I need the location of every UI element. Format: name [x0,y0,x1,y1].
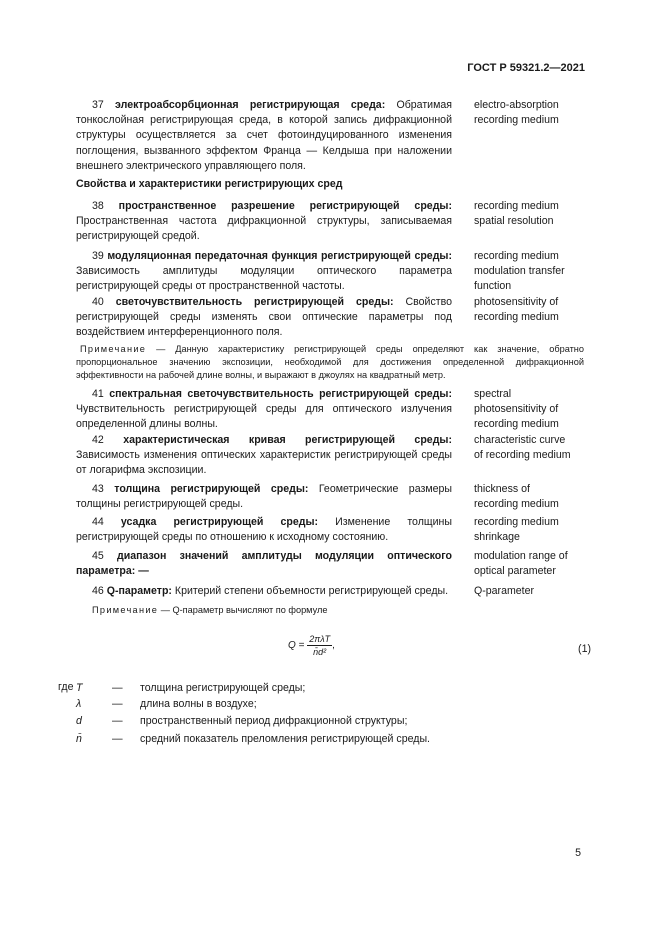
entry-number: 43 [92,483,104,495]
note-text: — Данную характеристику регистрирующей среды определяют как значение, обратно пропорциональное значению экспозиции, необходимой для достижения определенной дифракционной эффективности на рабочей длине волны, и выражают в джоулях на квадратный метр. [76,344,584,380]
formula-lhs: Q = [288,640,305,651]
english-term-line: recording medium [474,311,559,324]
english-term-line: photosensitivity of [474,403,559,416]
entry-45 [76,549,452,579]
english-term-line: recording medium [474,516,559,528]
entry-40-english [474,295,559,325]
formula-fraction [307,634,332,657]
entry-39-english [474,249,565,295]
formula-numerator: 2πλT [309,634,331,644]
english-term-line: characteristic curve [474,434,566,446]
entry-term: характеристическая кривая регистрирующей среды: [123,434,452,446]
entry-definition: Изменение толщины регистрирующей среды по отношению к исходному состоянию. [76,516,452,544]
entry-number: 37 [92,99,104,111]
english-term-line: spatial resolution [474,215,554,228]
entry-number: 38 [92,200,104,212]
entry-definition: Обратимая тонкослойная регистрирующая среда, в которой запись дифракционной структуры осуществляется за счет фотоиндуцированного изменения поглощения, вызванного эффектом Франца — Келдыша при наложении внешнего электрического управляющего поля. [76,99,453,172]
entry-37 [76,98,452,174]
entry-44 [76,515,452,545]
english-term-line: function [474,280,512,293]
entry-definition: Зависимость амплитуды модуляции оптического параметра регистрирующей среды от пространственной частоты. [76,265,452,293]
english-term-line: optical parameter [474,565,556,578]
entry-46 [76,584,466,599]
legend-symbol: d [76,715,82,727]
english-term-line: recording medium [474,114,559,127]
entry-definition: Чувствительность регистрирующей среды для оптического излучения определенной длины волны. [76,403,452,431]
formula-denominator: n̄d² [313,647,327,657]
legend-description: длина волны в воздухе; [140,698,257,710]
entry-term: Q-параметр: [106,585,172,597]
entry-definition: Пространственная частота дифракционной структуры, записываемая регистрирующей средой. [76,215,452,243]
english-term-line: thickness of [474,483,530,495]
entry-43-english [474,482,559,512]
legend-description: толщина регистрирующей среды; [140,682,306,694]
entry-term: пространственное разрешение регистрирующей среды: [118,200,452,212]
formula-trailing-comma: , [332,640,335,651]
english-term-line: recording medium [474,498,559,511]
entry-term: модуляционная передаточная функция регистрирующей среды: [107,250,452,262]
note-photosensitivity [76,343,584,382]
formula-number: (1) [578,643,591,655]
entry-number: 40 [92,296,104,308]
entry-42-english [474,433,571,463]
legend-description: средний показатель преломления регистрирующей среды. [140,733,430,745]
entry-42 [76,433,452,479]
legend-dash: — [112,733,123,745]
english-term-line: Q-parameter [474,585,535,597]
legend-description: пространственный период дифракционной структуры; [140,715,408,727]
english-term-line: spectral [474,388,512,400]
legend-symbol: n̄ [76,733,82,745]
entry-number: 45 [92,550,104,562]
english-term-line: modulation range of [474,550,568,562]
english-term-line: shrinkage [474,531,520,544]
entry-definition: Геометрические размеры толщины регистрирующей среды. [76,483,452,511]
entry-term: толщина регистрирующей среды: [114,483,309,495]
note-q-parameter [92,604,327,617]
entry-term: светочувствительность регистрирующей среды: [115,296,394,308]
english-term-line: recording medium [474,200,559,212]
note-text: — Q-параметр вычисляют по формуле [158,605,328,615]
where-label: где [58,681,74,693]
entry-term: спектральная светочувствительность регистрирующей среды: [109,388,452,400]
legend-symbol: λ [76,698,82,710]
entry-44-english [474,515,559,545]
legend-dash: — [112,715,123,727]
entry-definition: Зависимость изменения оптических характеристик регистрирующей среды от логарифма экспозиции. [76,449,452,477]
entry-40 [76,295,452,341]
entry-38 [76,199,452,245]
entry-41 [76,387,452,433]
entry-number: 46 [92,585,104,597]
page-number: 5 [575,847,581,859]
entry-45-english [474,549,568,579]
entry-definition: Критерий степени объемности регистрирующей среды. [171,585,449,597]
entry-number: 41 [92,388,104,400]
entry-number: 39 [92,250,104,262]
entry-number: 44 [92,516,104,528]
standard-designation: ГОСТ Р 59321.2—2021 [467,62,585,74]
entry-number: 42 [92,434,104,446]
entry-term: электроабсорбционная регистрирующая среда: [115,99,386,111]
english-term-line: photosensitivity of [474,296,559,308]
english-term-line: electro-absorption [474,99,559,111]
english-term-line: recording medium [474,418,559,431]
english-term-line: modulation transfer [474,265,565,278]
entry-37-english [474,98,559,128]
legend-dash: — [112,698,123,710]
entry-39 [76,249,452,295]
english-term-line: recording medium [474,250,559,262]
entry-43 [76,482,452,512]
entry-term: диапазон значений амплитуды модуляции оптического параметра: — [76,550,452,578]
legend-symbol: T [76,682,83,694]
legend-dash: — [112,682,123,694]
note-label: Примечание [92,605,159,615]
entry-definition: Свойство регистрирующей среды изменять свои оптические параметры под воздействием интерференционного поля. [76,296,452,339]
entry-38-english [474,199,559,229]
entry-term: усадка регистрирующей среды: [120,516,319,528]
entry-46-english [474,584,534,599]
english-term-line: of recording medium [474,449,571,462]
section-heading: Свойства и характеристики регистрирующих сред [76,178,343,190]
formula-q [288,634,335,657]
note-label: Примечание [80,344,147,354]
entry-41-english [474,387,559,433]
